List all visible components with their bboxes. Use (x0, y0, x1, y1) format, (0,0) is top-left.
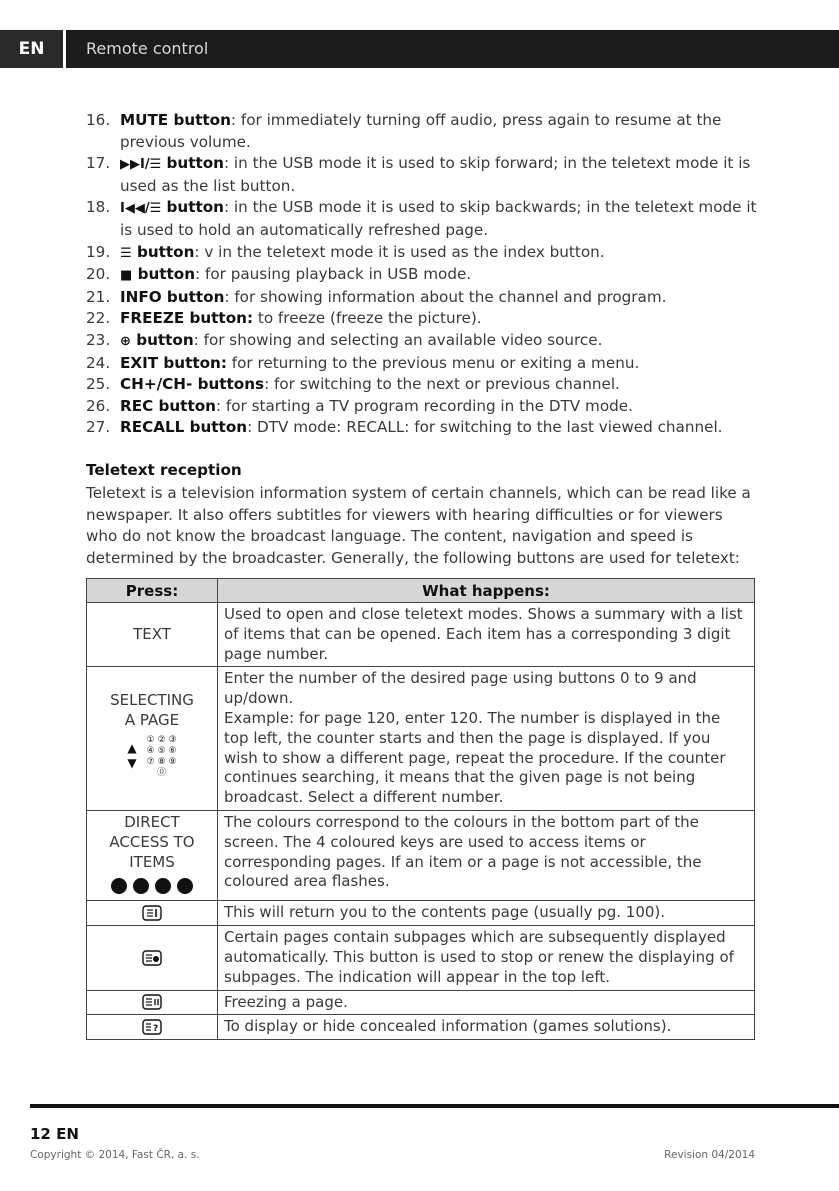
teletext-reveal-icon (87, 1015, 218, 1040)
yellow-key-icon (155, 878, 171, 894)
blue-key-icon (177, 878, 193, 894)
teletext-heading: Teletext reception (86, 461, 242, 479)
svg-text:?: ? (153, 1024, 159, 1035)
list-item: 23. ⊕ button: for showing and selecting an available video source. (86, 330, 603, 349)
description-cell: Used to open and close teletext modes. Shows a summary with a list of items that can be opened. Each item has a corresponding 3 digit page number. (218, 603, 755, 667)
keypad-illustration (93, 735, 211, 779)
description-cell: Freezing a page. (218, 990, 755, 1015)
skip-forward-list-icon: ▶▶I/☰ (120, 157, 162, 173)
key-cell: DIRECT ACCESS TO ITEMS (87, 810, 218, 900)
stop-icon: ■ (120, 268, 133, 284)
green-key-icon (133, 878, 149, 894)
description-cell: Certain pages contain subpages which are subsequently displayed automatically. This button is used to stop or renew the displaying of subpages. The indication will appear in the top left. (218, 926, 755, 990)
table-row (87, 990, 755, 1015)
list-item: 16. MUTE button: for immediately turning off audio, press again to resume at the previous volume. (86, 111, 722, 151)
list-item: 26. REC button: for starting a TV program recording in the DTV mode. (86, 396, 633, 415)
page-number: 12 EN (30, 1125, 79, 1143)
section-title: Remote control (86, 39, 209, 58)
up-down-arrows-icon: ▲ ▼ (127, 740, 137, 770)
list-item: 21. INFO button: for showing information about the channel and program. (86, 287, 667, 306)
column-header-press: Press: (87, 579, 218, 603)
list-item: 27. RECALL button: DTV mode: RECALL: for switching to the last viewed channel. (86, 418, 723, 437)
header-bar (0, 30, 839, 68)
skip-back-hold-icon: I◀◀/☰ (120, 201, 162, 217)
list-item: 20. ■ button: for pausing playback in USB mode. (86, 265, 472, 284)
list-item: 22. FREEZE button: to freeze (freeze the picture). (86, 309, 482, 328)
table-row (87, 603, 755, 667)
teletext-hold-icon (87, 990, 218, 1015)
color-keys (93, 878, 211, 894)
list-item: 18. I◀◀/☰ button: in the USB mode it is used to skip backwards; in the teletext mode it is used to hold an automatically refreshed page. (86, 198, 757, 239)
table-row (87, 810, 755, 900)
description-cell: To display or hide concealed information (games solutions). (218, 1015, 755, 1040)
teletext-table (86, 578, 755, 1040)
description-cell: The colours correspond to the colours in the bottom part of the screen. The 4 coloured keys are used to access items or corresponding pages. If an item or a page is not accessible, the coloured area flashes. (218, 810, 755, 900)
list-item: 24. EXIT button: for returning to the previous menu or exiting a menu. (86, 353, 640, 372)
revision-label: Revision 04/2014 (664, 1149, 755, 1161)
source-icon: ⊕ (120, 333, 131, 349)
teletext-intro: Teletext is a television information system of certain channels, which can be read like a newspaper. It also offers subtitles for viewers with hearing difficulties or for viewers who do not know the broadcast language. The content, navigation and speed is determined by the broadcaster. Generally, the following buttons are used for teletext: (86, 484, 751, 567)
button-list (86, 110, 766, 439)
table-row (87, 901, 755, 926)
list-item: 19. ☰ button: v in the teletext mode it is used as the index button. (86, 242, 605, 261)
column-header-what-happens: What happens: (218, 579, 755, 603)
table-header-row (87, 579, 755, 603)
teletext-subpage-icon (87, 926, 218, 990)
list-item: 25. CH+/CH- buttons: for switching to the next or previous channel. (86, 375, 620, 394)
red-key-icon (111, 878, 127, 894)
language-badge: EN (0, 30, 66, 68)
number-keys-icon: ① ② ③ ④ ⑤ ⑥ ⑦ ⑧ ⑨ ⓪ (146, 734, 177, 778)
footer-divider (30, 1104, 839, 1108)
description-cell: Enter the number of the desired page using buttons 0 to 9 and up/down. Example: for page 120, enter 120. The number is displayed in the top left, the counter starts and then the page is displayed. If you wish to show a different page, repeat the procedure. If the counter continues searching, it means that the given page is not being broadcast. Select a different number. (218, 667, 755, 811)
table-row (87, 1015, 755, 1040)
copyright-notice: Copyright © 2014, Fast ČR, a. s. (30, 1149, 200, 1161)
key-cell: TEXT (87, 603, 218, 667)
teletext-index-icon: ☰ (120, 245, 132, 261)
teletext-index-icon (87, 901, 218, 926)
list-item: 17. ▶▶I/☰ button: in the USB mode it is used to skip forward; in the teletext mode it is used as the list button. (86, 154, 751, 195)
table-row (87, 667, 755, 811)
table-row (87, 926, 755, 990)
description-cell: This will return you to the contents page (usually pg. 100). (218, 901, 755, 926)
key-cell: SELECTING A PAGE ▲ ▼ ① ② ③ ④ ⑤ ⑥ ⑦ ⑧ ⑨ ⓪ (87, 667, 218, 811)
